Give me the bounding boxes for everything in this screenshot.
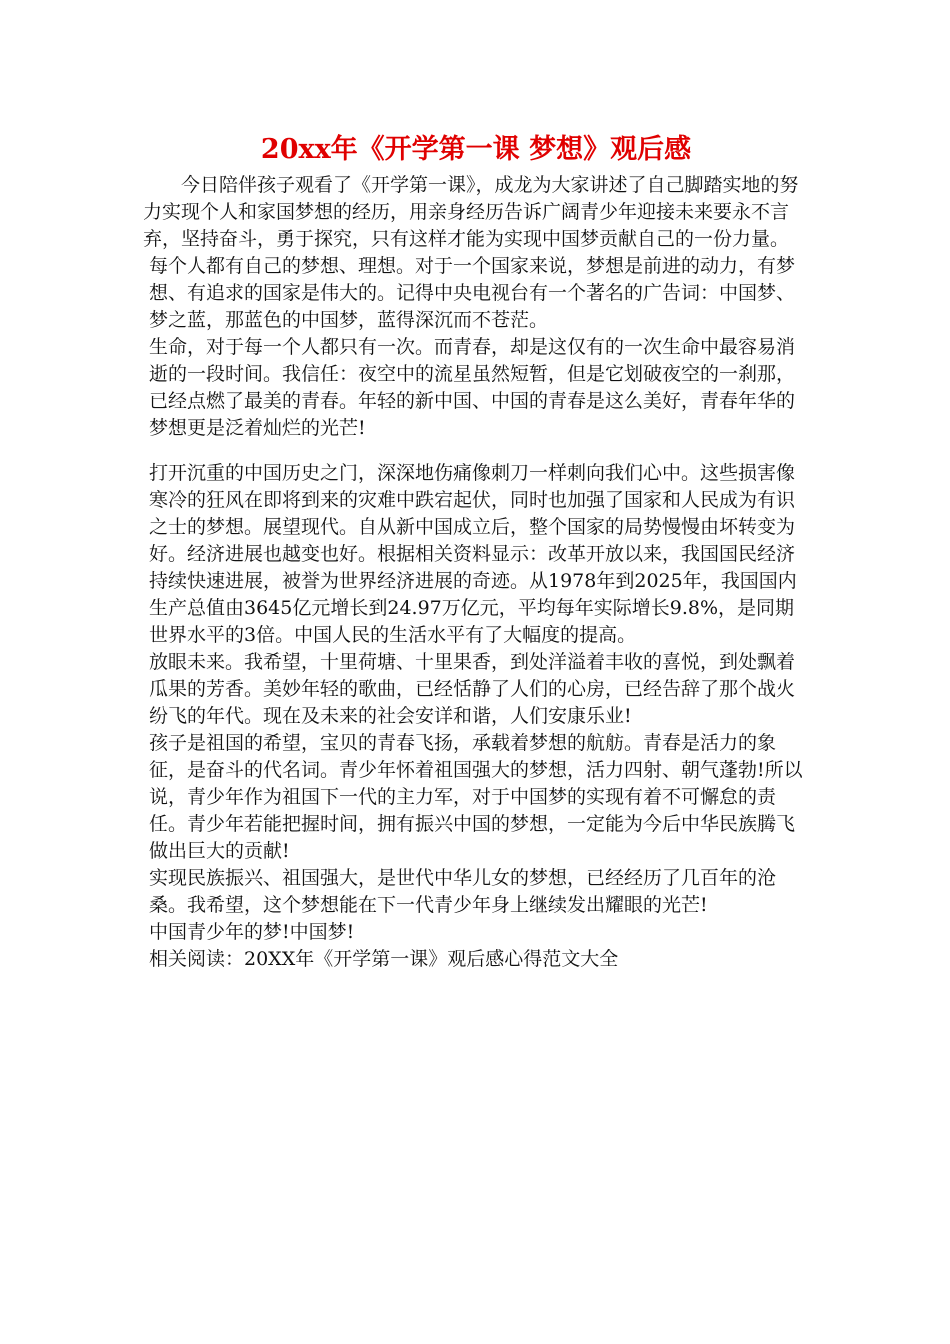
- paragraph-slogan: 中国青少年的梦!中国梦!: [149, 921, 355, 943]
- paragraph-intro: 今日陪伴孩子观看了《开学第一课》，成龙为大家讲述了自己脚踏实地的努力实现个人和家国梦想的经历，用亲身经历告诉广阔青少年迎接未来要永不言弃，坚持奋斗，勇于探究，只有这样才能为实现中国梦贡献自己的一份力量。: [143, 174, 799, 250]
- paragraph-future: 放眼未来。我希望，十里荷塘、十里果香，到处洋溢着丰收的喜悦，到处飘着瓜果的芳香。美妙年轻的歌曲，已经恬静了人们的心房，已经告辞了那个战火纷飞的年代。现在及未来的社会安详和谐，人们安康乐业!: [149, 651, 796, 727]
- document-title: 20xx年《开学第一课 梦想》观后感: [260, 134, 692, 165]
- paragraph-history: 打开沉重的中国历史之门，深深地伤痛像刺刀一样刺向我们心中。这些损害像寒冷的狂风在即将到来的灾难中跌宕起伏，同时也加强了国家和人民成为有识之士的梦想。展望现代。自从新中国成立后，整个国家的局势慢慢由坏转变为好。经济进展也越变也好。根据相关资料显示：改革开放以来，我国国民经济持续快速进展，被誉为世界经济进展的奇迹。从1978年到2025年，我国国内生产总值由3645亿元增长到24.97万亿元，平均每年实际增长9.8%，是同期世界水平的3倍。中国人民的生活水平有了大幅度的提高。: [149, 462, 797, 646]
- paragraph-dream: 每个人都有自己的梦想、理想。对于一个国家来说，梦想是前进的动力，有梦想、有追求的国家是伟大的。记得中央电视台有一个著名的广告词：中国梦、梦之蓝，那蓝色的中国梦，蓝得深沉而不苍茫。: [149, 255, 796, 331]
- paragraph-revival: 实现民族振兴、祖国强大，是世代中华儿女的梦想，已经经历了几百年的沧桑。我希望，这个梦想能在下一代青少年身上继续发出耀眼的光芒!: [149, 867, 777, 916]
- paragraph-children: 孩子是祖国的希望，宝贝的青春飞扬，承载着梦想的航舫。青春是活力的象征，是奋斗的代名词。青少年怀着祖国强大的梦想，活力四射、朝气蓬勃!所以说，青少年作为祖国下一代的主力军，对于中国梦的实现有着不可懈怠的责任。青少年若能把握时间，拥有振兴中国的梦想，一定能为今后中华民族腾飞做出巨大的贡献!: [149, 732, 803, 862]
- paragraph-spacer: [143, 442, 809, 460]
- document-page: [143, 132, 809, 973]
- paragraph-related-reading: 相关阅读：20XX年《开学第一课》观后感心得范文大全: [149, 948, 619, 970]
- paragraph-youth: 生命，对于每一个人都只有一次。而青春，却是这仅有的一次生命中最容易消逝的一段时间。我信任：夜空中的流星虽然短暂，但是它划破夜空的一刹那，已经点燃了最美的青春。年轻的新中国、中国的青春是这么美好，青春年华的梦想更是泛着灿烂的光芒!: [149, 336, 796, 439]
